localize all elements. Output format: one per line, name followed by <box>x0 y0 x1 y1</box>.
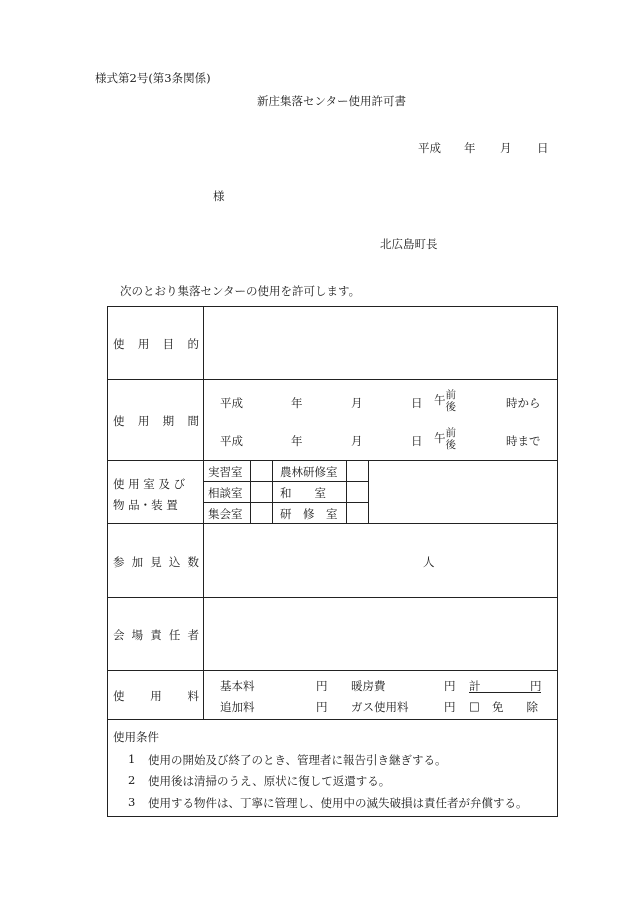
period-from-day: 日 <box>411 396 423 410</box>
row-divider <box>107 379 558 380</box>
attendance-unit: 人 <box>423 555 435 569</box>
ampm-prefix: 午 <box>434 431 446 445</box>
condition-text: 使用の開始及び終了のとき、管理者に報告引き継ぎする。 <box>148 753 447 767</box>
rooms-label-line2: 物 品・装 置 <box>113 498 178 512</box>
purpose-label-char: 的 <box>187 337 199 351</box>
issue-date-month: 月 <box>500 141 512 155</box>
addressee-suffix: 様 <box>213 189 225 203</box>
room-assembly-check[interactable] <box>251 504 271 522</box>
person-in-charge-label <box>113 627 199 643</box>
room-japanese: 和 室 <box>280 486 326 500</box>
period-to-era: 平成 <box>220 434 243 448</box>
fees-label-char: 使 <box>113 689 125 703</box>
row-divider <box>107 597 558 598</box>
period-to-ampm <box>434 427 456 451</box>
exempt-checkbox[interactable]: □ <box>469 699 480 713</box>
attendance-input[interactable] <box>205 527 554 593</box>
condition-number: 1 <box>128 752 136 766</box>
row-divider <box>107 719 558 720</box>
basic-fee-label: 基本料 <box>220 679 255 693</box>
additional-fee-label: 追加料 <box>220 700 255 714</box>
heating-fee-yen: 円 <box>444 679 456 693</box>
issue-date-era: 平成 <box>418 141 441 155</box>
exempt-label: 免 除 <box>492 700 538 714</box>
row-divider <box>107 460 558 461</box>
fees-label-char: 用 <box>150 689 162 703</box>
issuer-name: 北広島町長 <box>380 237 438 251</box>
room-japanese-check[interactable] <box>347 483 367 501</box>
room-practice: 実習室 <box>208 465 243 479</box>
attendance-label <box>113 554 199 570</box>
issue-date-day: 日 <box>537 141 549 155</box>
rooms-grid-line <box>203 502 368 503</box>
attendance-label-char: 数 <box>187 555 199 569</box>
rooms-grid-line <box>368 460 369 523</box>
person-label-char: 任 <box>168 628 181 642</box>
row-divider <box>107 670 558 671</box>
period-label-char: 使 <box>113 414 125 428</box>
period-to-month: 月 <box>351 434 363 448</box>
person-in-charge-input[interactable] <box>205 601 554 667</box>
purpose-label <box>113 336 199 352</box>
heating-fee-label: 暖房費 <box>351 679 386 693</box>
room-consultation: 相談室 <box>208 486 243 500</box>
period-label-char: 用 <box>137 414 150 428</box>
period-label <box>113 413 199 429</box>
condition-text: 使用後は清掃のうえ、原状に復して返還する。 <box>148 774 391 788</box>
rooms-grid-line <box>203 481 368 482</box>
document-title: 新庄集落センター使用許可書 <box>257 94 407 108</box>
label-column-divider <box>203 306 204 720</box>
rooms-grid-line <box>272 460 273 523</box>
intro-text: 次のとおり集落センターの使用を許可します。 <box>120 284 361 298</box>
period-from-suffix: 時から <box>506 396 541 410</box>
period-to-day: 日 <box>411 434 423 448</box>
pm-label: 後 <box>445 401 456 413</box>
conditions-title: 使用条件 <box>113 730 159 744</box>
room-training: 研 修 室 <box>280 507 338 521</box>
room-agriforestry-training-check[interactable] <box>347 462 367 480</box>
condition-number: 2 <box>128 773 136 787</box>
attendance-label-char: 見 <box>150 555 162 569</box>
am-label: 前 <box>445 389 456 401</box>
period-to-suffix: 時まで <box>506 434 541 448</box>
total-label: 計 <box>469 679 481 693</box>
issue-date-year: 年 <box>464 141 476 155</box>
total-yen: 円 <box>530 679 542 693</box>
form-number: 様式第2号(第3条関係) <box>95 71 211 85</box>
period-label-char: 期 <box>162 414 175 428</box>
purpose-label-char: 用 <box>137 337 150 351</box>
pm-label: 後 <box>445 439 456 451</box>
period-from-month: 月 <box>351 396 363 410</box>
rooms-label-line1: 使 用 室 及 び <box>113 477 186 491</box>
basic-fee-yen: 円 <box>316 679 328 693</box>
attendance-label-char: 参 <box>113 555 125 569</box>
attendance-label-char: 加 <box>131 555 144 569</box>
person-label-char: 会 <box>113 628 125 642</box>
gas-fee-yen: 円 <box>444 700 456 714</box>
person-label-char: 者 <box>187 628 199 642</box>
condition-number: 3 <box>128 795 136 809</box>
purpose-input[interactable] <box>205 310 554 376</box>
fees-label-char: 料 <box>187 689 199 703</box>
additional-fee-yen: 円 <box>316 700 328 714</box>
room-training-check[interactable] <box>347 504 367 522</box>
row-divider <box>107 523 558 524</box>
room-assembly: 集会室 <box>208 507 243 521</box>
purpose-label-char: 使 <box>113 337 125 351</box>
person-label-char: 場 <box>131 628 144 642</box>
room-consultation-check[interactable] <box>251 483 271 501</box>
period-to-year: 年 <box>291 434 303 448</box>
ampm-prefix: 午 <box>434 393 446 407</box>
purpose-label-char: 目 <box>162 337 175 351</box>
room-practice-check[interactable] <box>251 462 271 480</box>
condition-text: 使用する物件は、丁寧に管理し、使用中の滅失破損は責任者が弁償する。 <box>148 796 528 810</box>
fees-label <box>113 688 199 704</box>
period-from-ampm <box>434 389 456 413</box>
am-label: 前 <box>445 427 456 439</box>
period-label-char: 間 <box>187 414 199 428</box>
person-label-char: 責 <box>150 628 162 642</box>
period-from-year: 年 <box>291 396 303 410</box>
gas-fee-label: ガス使用料 <box>351 700 409 714</box>
period-from-era: 平成 <box>220 396 243 410</box>
room-agriforestry-training: 農林研修室 <box>280 465 338 479</box>
attendance-label-char: 込 <box>168 555 181 569</box>
